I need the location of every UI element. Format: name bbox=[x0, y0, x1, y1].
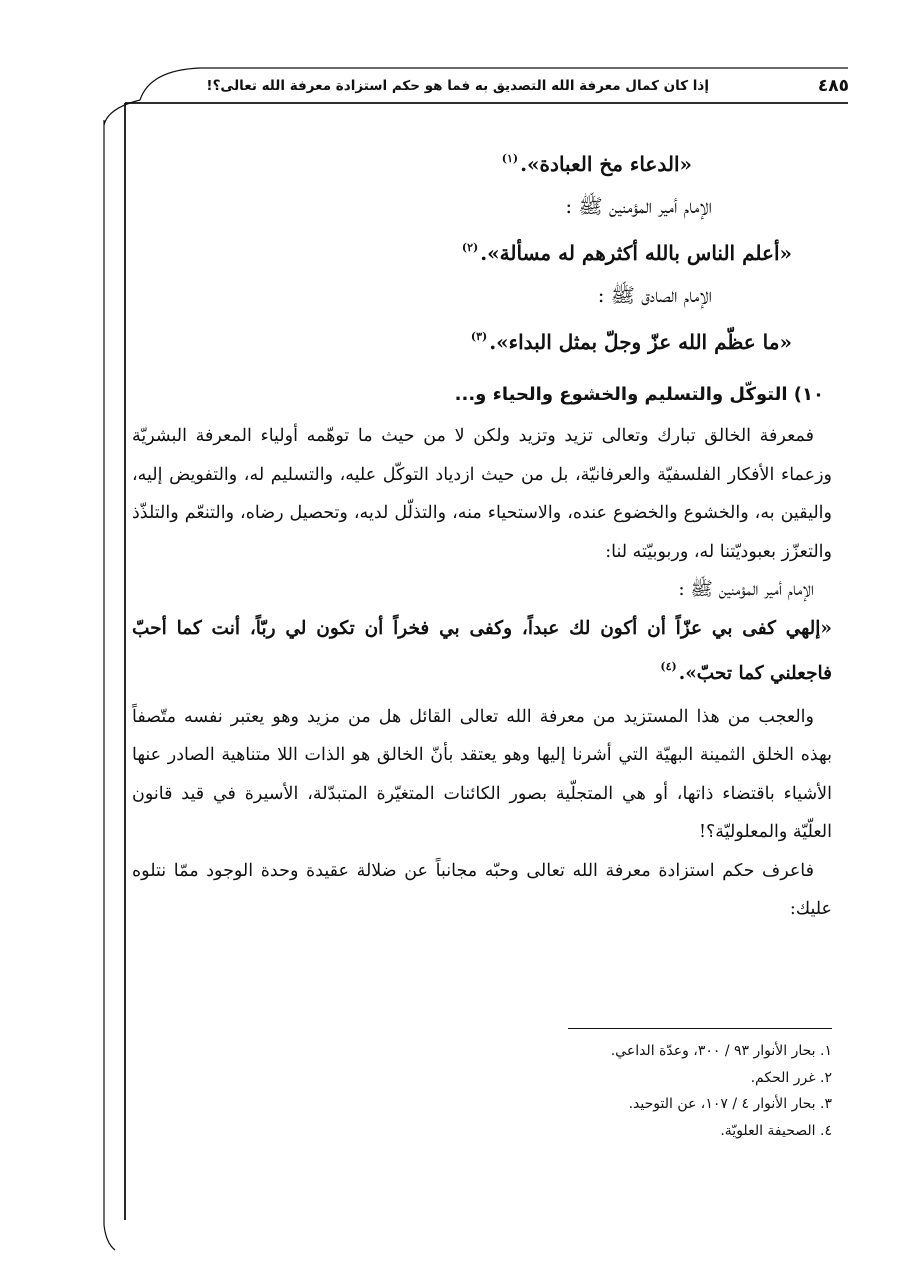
quote-body: «إلهي كفى بي عزّاً أن أكون لك عبداً، وكفى بي فخراً أن تكون لي ربّاً، أنت كما أحبّ فاجعلني كما تحبّ». bbox=[132, 617, 832, 684]
section-heading: ١٠) التوكّل والتسليم والخشوع والحياء و... bbox=[454, 384, 824, 405]
footnote: ٤. الصحيفة العلويّة. bbox=[720, 1122, 832, 1139]
footnote-ref: (٣) bbox=[470, 330, 488, 343]
footnote: ١. بحار الأنوار ٩٣ / ٣٠٠، وعدّة الداعي. bbox=[610, 1043, 832, 1059]
paragraph-text: فاعرف حكم استزادة معرفة الله تعالى وحبّه مجانباً عن ضلالة عقيدة وحدة الوجود ممّا نتلوه عليك: bbox=[132, 860, 832, 919]
paragraph-text: والعجب من هذا المستزيد من معرفة الله تعالى القائل هل من مزيد وهو يعتبر نفسه متّصفاً بهذه الخلق الثمينة البهيّة التي أشرنا إليها وهو يعتقد بأنّ الخالق هو الذات اللا متناهية الصادر عنها الأشياء باقتضاء ذاتها، أو هي المتجلّية بصور الكائنات المتغيّرة المتبدّلة، الأسيرة في قيد قانون العلّيّة والمعلوليّة؟! bbox=[132, 706, 832, 842]
page-header bbox=[206, 74, 849, 104]
quote-body: «ما عظّم الله عزّ وجلّ بمثل البداء». bbox=[489, 330, 792, 354]
footnote-ref: (٢) bbox=[461, 241, 479, 254]
footnote-ref: (٤) bbox=[660, 660, 677, 673]
footnotes bbox=[432, 1038, 832, 1144]
page-number: ٤٨٥ bbox=[817, 76, 849, 96]
quote-body: «أعلم الناس بالله أكثرهم له مسألة». bbox=[480, 241, 792, 265]
paragraph bbox=[132, 852, 832, 929]
paragraph bbox=[132, 698, 832, 852]
main-text bbox=[132, 138, 832, 929]
footnote-divider bbox=[568, 1028, 832, 1029]
quote-body: «الدعاء مخ العبادة». bbox=[520, 152, 692, 176]
paragraph-text: فمعرفة الخالق تبارك وتعالى تزيد وتزيد ولكن لا من حيث ما توهّمه أولياء المعرفة البشريّة وزعماء الأفكار الفلسفيّة والعرفانيّة، بل من حيث ازدياد التوكّل عليه، والتسليم له، والتفويض إليه، واليقين به، والخشوع والخضوع عنده، والاستحياء منه، والتذلّل لديه، وتحصيل رضاه، والتنعّم والتلذّذ والتعزّز بعبوديّتنا له، وربوبيّته لنا: bbox=[132, 426, 832, 562]
quote-text bbox=[132, 610, 832, 694]
speaker-name: الإمام الصادق ﷺ : bbox=[597, 283, 712, 307]
speaker-name: الإمام أمير المؤمنين ﷺ : bbox=[678, 579, 814, 600]
paragraph bbox=[132, 417, 832, 571]
running-title: إذا كان كمال معرفة الله التصديق به فما هو حكم استزادة معرفة الله تعالى؟! bbox=[206, 78, 709, 94]
quote-text bbox=[132, 138, 832, 185]
footnote: ٢. غرر الحكم. bbox=[750, 1069, 832, 1086]
speaker-name: الإمام أمير المؤمنين ﷺ : bbox=[565, 194, 712, 218]
quote-text bbox=[132, 227, 832, 274]
footnote-ref: (١) bbox=[501, 152, 519, 165]
quote-text bbox=[132, 316, 832, 363]
footnote: ٣. بحار الأنوار ٤ / ١٠٧، عن التوحيد. bbox=[628, 1096, 832, 1112]
